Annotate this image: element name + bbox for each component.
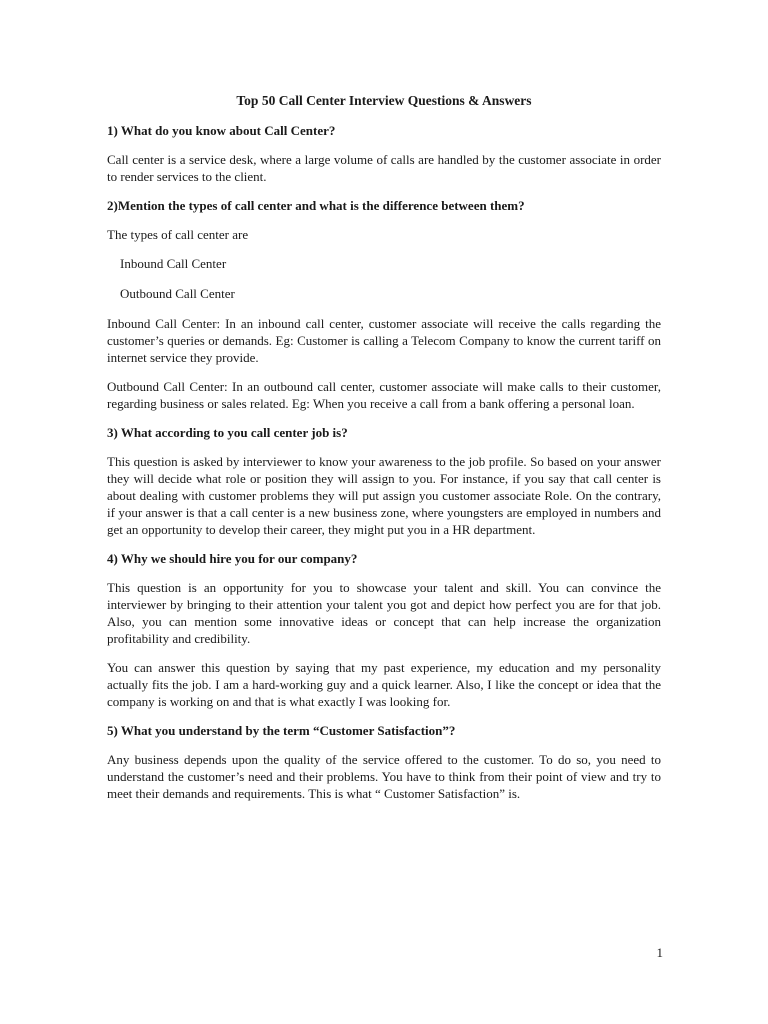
document-title: Top 50 Call Center Interview Questions & Answers [236,93,532,108]
list-item-inbound: Inbound Call Center [120,256,227,271]
answer-intro: The types of call center are [107,227,249,242]
page-number: 1 [656,945,663,960]
question-heading-3: 3) What according to you call center job is? [107,425,348,440]
answer-paragraph: This question is an opportunity for you to showcase your talent and skill. You can convince the interviewer by bringing to their attention your talent you got and depict how perfect you are for that job. Also, you can mention some innovative ideas or concept that can help increase the organization profitability and credibility. [107,580,661,646]
answer-paragraph: You can answer this question by saying that my past experience, my education and my personality actually fits the job. I am a hard-working guy and a quick learner. Also, I like the concept or idea that the company is working on and that is what exactly I was looking for. [107,660,661,709]
document-body [107,92,661,814]
question-heading-4: 4) Why we should hire you for our company? [107,551,358,566]
answer-paragraph: This question is asked by interviewer to know your awareness to the job profile. So based on your answer they will decide what role or position they will assign to you. For instance, if you say that call center is about dealing with customer problems they will put assign you customer associate Role. On the contrary, if your answer is that a call center is a new business zone, where youngsters are employed in numbers and get an opportunity to develop their career, they might put you in a HR department. [107,454,661,537]
question-heading-1: 1) What do you know about Call Center? [107,123,336,138]
question-heading-5: 5) What you understand by the term “Customer Satisfaction”? [107,723,456,738]
answer-paragraph: Inbound Call Center: In an inbound call center, customer associate will receive the calls regarding the customer’s queries or demands. Eg: Customer is calling a Telecom Company to know the current tariff on internet service they provide. [107,316,661,365]
answer-paragraph: Call center is a service desk, where a large volume of calls are handled by the customer associate in order to render services to the client. [107,152,661,184]
answer-paragraph: Any business depends upon the quality of the service offered to the customer. To do so, you need to understand the customer’s need and their problems. You have to think from their point of view and try to meet their demands and requirements. This is what “ Customer Satisfaction” is. [107,752,661,801]
list-item-outbound: Outbound Call Center [120,286,235,301]
answer-paragraph: Outbound Call Center: In an outbound call center, customer associate will make calls to their customer, regarding business or sales related. Eg: When you receive a call from a bank offering a personal loan. [107,379,661,411]
question-heading-2: 2)Mention the types of call center and what is the difference between them? [107,198,525,213]
